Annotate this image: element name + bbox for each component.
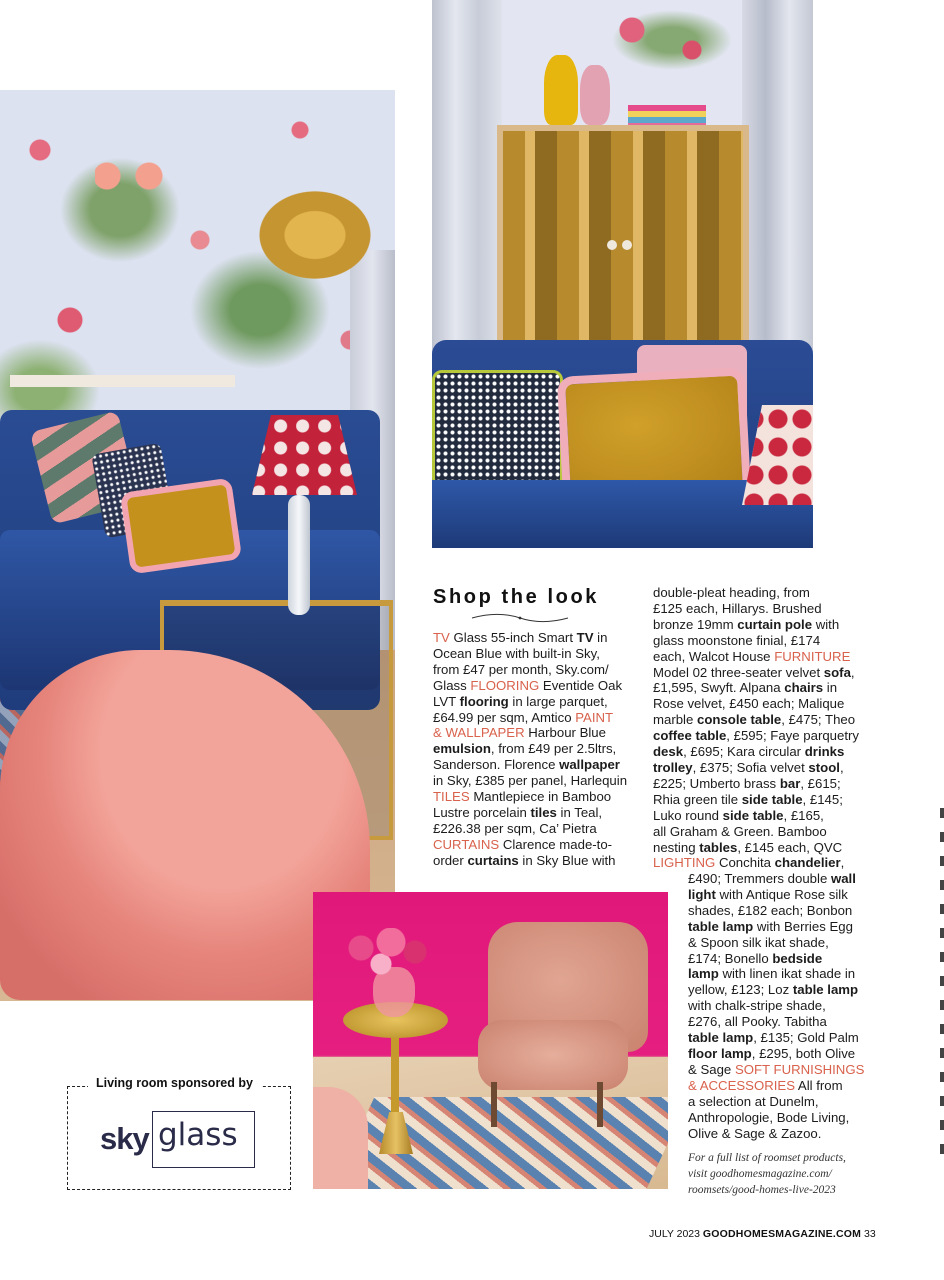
leopard-cushion: [432, 370, 563, 488]
photo-pink-wall-chair: [313, 892, 668, 1189]
text-line: [688, 919, 863, 935]
text-line: [433, 725, 629, 741]
product-list-column-3: [688, 871, 863, 1141]
text-line: [688, 1110, 863, 1126]
text-run: , £165,: [783, 807, 824, 823]
text-run: £225; Umberto brass: [653, 775, 780, 791]
product-keyword: console table: [696, 712, 782, 728]
text-line: [653, 760, 858, 776]
text-line: [653, 712, 858, 728]
text-line: [433, 821, 629, 837]
category-label: TILES: [433, 789, 470, 805]
text-run: Ocean Blue with built-in Sky,: [433, 645, 600, 661]
category-label: FLOORING: [470, 677, 540, 693]
floral-wallpaper: [492, 0, 752, 130]
pink-flowers: [341, 928, 431, 978]
console-table: [10, 375, 235, 387]
text-line: [653, 855, 858, 871]
text-run: nesting: [653, 839, 700, 855]
text-run: in large parquet,: [508, 693, 608, 709]
mustard-cushion: [120, 478, 242, 575]
text-run: & Sage: [688, 1061, 735, 1077]
product-keyword: stool: [808, 759, 840, 775]
product-keyword: lamp: [688, 966, 719, 982]
sponsor-label: Living room sponsored by: [88, 1076, 261, 1090]
product-list-column-2: [653, 585, 858, 871]
full-list-line: roomsets/good-homes-live-2023: [688, 1184, 836, 1196]
text-line: [653, 649, 858, 665]
text-run: , from £49 per 2.5ltrs,: [490, 741, 617, 757]
text-line: [653, 776, 858, 792]
chair-leg: [597, 1082, 603, 1127]
page-footer: [649, 1228, 876, 1240]
product-keyword: tiles: [530, 804, 557, 820]
text-line: [688, 998, 863, 1014]
text-run: in Teal,: [556, 804, 603, 820]
article-title: Shop the look: [433, 586, 600, 608]
text-run: yellow, £123; Loz: [688, 982, 793, 998]
product-keyword: flooring: [459, 693, 509, 709]
sky-logo-wordmark: sky: [100, 1121, 149, 1156]
full-list-line: For a full list of roomset products,: [688, 1152, 846, 1164]
text-line: [433, 646, 629, 662]
text-run: bronze 19mm: [653, 616, 738, 632]
text-run: Clarence made-to-: [499, 836, 613, 852]
photo-living-room-sofa: [0, 90, 395, 1001]
text-line: [653, 617, 858, 633]
text-run: ,: [850, 664, 855, 680]
glass-logo-wordmark: glass: [158, 1117, 238, 1153]
text-run: & Spoon silk ikat shade,: [688, 934, 829, 950]
product-keyword: tables: [699, 839, 738, 855]
text-run: Glass 55-inch Smart: [449, 630, 577, 645]
text-run: Conchita: [715, 855, 775, 871]
text-run: from £47 per month, Sky.com/: [433, 661, 609, 677]
product-keyword: emulsion: [433, 741, 491, 757]
yellow-vase: [544, 55, 578, 125]
product-keyword: sofa: [823, 664, 851, 680]
text-run: a selection at Dunelm,: [688, 1093, 819, 1109]
text-run: , £695; Kara circular: [683, 744, 805, 760]
text-line: [433, 837, 629, 853]
category-label: SOFT FURNISHINGS: [734, 1061, 865, 1077]
text-line: [653, 792, 858, 808]
category-label: FURNITURE: [774, 648, 851, 664]
text-run: , £375; Sofia velvet: [692, 759, 809, 775]
text-line: [653, 601, 858, 617]
product-keyword: side table: [741, 791, 803, 807]
text-run: with Berries Egg: [753, 918, 853, 934]
text-run: Sanderson. Florence: [433, 757, 560, 773]
text-run: with linen ikat shade in: [718, 966, 856, 982]
product-keyword: coffee table: [653, 728, 727, 744]
text-run: £490; Tremmers double: [688, 871, 831, 886]
product-keyword: drinks: [804, 744, 845, 760]
text-run: , £145;: [802, 791, 843, 807]
product-keyword: table lamp: [688, 1030, 754, 1046]
category-label: & ACCESSORIES: [688, 1077, 795, 1093]
text-run: in Sky, £385 per panel, Harlequin: [433, 773, 628, 789]
product-keyword: curtains: [467, 852, 519, 868]
text-run: Glass: [433, 677, 471, 693]
category-label: PAINT: [575, 709, 614, 725]
text-run: all Graham & Green. Bamboo: [653, 823, 827, 839]
text-line: [653, 840, 858, 856]
text-line: [688, 871, 863, 887]
text-run: All from: [795, 1077, 843, 1093]
curtain-right: [742, 0, 813, 360]
text-run: £276, all Pooky. Tabitha: [688, 1014, 827, 1030]
text-line: [653, 824, 858, 840]
text-line: [653, 744, 858, 760]
text-line: [688, 951, 863, 967]
text-line: [653, 633, 858, 649]
curtain-left: [432, 0, 502, 360]
text-run: Lustre porcelain: [433, 804, 531, 820]
text-run: each, Walcot House: [653, 648, 775, 664]
product-keyword: trolley: [653, 759, 693, 775]
text-line: [433, 789, 629, 805]
product-keyword: chairs: [784, 680, 824, 696]
text-line: [433, 757, 629, 773]
text-line: [433, 710, 629, 726]
page-edge-marks: [940, 808, 944, 1168]
text-run: Model 02 three-seater velvet: [653, 664, 824, 680]
text-run: with: [812, 616, 840, 632]
lamp-base: [288, 495, 310, 615]
page-number: 33: [864, 1228, 876, 1240]
product-keyword: curtain pole: [737, 616, 813, 632]
text-run: Rhia green tile: [653, 791, 742, 807]
photo-cabinet-and-sofa: [432, 0, 813, 548]
velvet-chair-seat: [478, 1020, 628, 1090]
cabinet-knob: [622, 240, 632, 250]
text-run: with Antique Rose silk: [715, 886, 848, 902]
text-line: [653, 728, 858, 744]
text-run: £125 each, Hillarys. Brushed: [653, 600, 822, 616]
text-run: £226.38 per sqm, Ca’ Pietra: [433, 820, 597, 836]
category-label: & WALLPAPER: [433, 725, 525, 741]
text-line: [688, 1062, 863, 1078]
text-line: [688, 1046, 863, 1062]
product-keyword: side table: [722, 807, 784, 823]
cabinet-knob: [607, 240, 617, 250]
product-keyword: floor lamp: [688, 1045, 752, 1061]
text-run: in Sky Blue with: [518, 852, 616, 868]
full-list-note: [688, 1150, 863, 1198]
text-run: ,: [839, 759, 844, 775]
text-run: Luko round: [653, 807, 723, 823]
product-keyword: wall: [830, 871, 856, 886]
text-line: [433, 662, 629, 678]
text-run: with chalk-stripe shade,: [688, 998, 826, 1014]
text-line: [688, 1126, 863, 1142]
issue-date: JULY 2023: [649, 1228, 700, 1240]
text-line: [433, 773, 629, 789]
text-run: , £475; Theo: [781, 712, 856, 728]
text-line: [688, 966, 863, 982]
text-run: glass moonstone finial, £174: [653, 632, 821, 648]
product-keyword: bar: [779, 775, 801, 791]
product-keyword: wallpaper: [559, 757, 620, 773]
product-keyword: desk: [653, 744, 684, 760]
text-run: £174; Bonello: [688, 950, 773, 966]
text-run: shades, £182 each; Bonbon: [688, 902, 853, 918]
product-list-column-1: [433, 630, 629, 869]
text-run: Mantlepiece in Bamboo: [469, 789, 612, 805]
website: GOODHOMESMAGAZINE.COM: [702, 1228, 862, 1240]
text-line: [433, 741, 629, 757]
text-line: [688, 887, 863, 903]
text-line: [688, 903, 863, 919]
text-line: [688, 1094, 863, 1110]
text-run: Olive & Sage & Zazoo.: [688, 1125, 822, 1141]
text-run: in: [593, 630, 608, 645]
text-run: , £295, both Olive: [751, 1045, 856, 1061]
text-run: , £615;: [800, 775, 841, 791]
pink-vase: [580, 65, 610, 125]
text-run: Rose velvet, £450 each; Malique: [653, 696, 845, 712]
text-run: order: [433, 852, 468, 868]
wall-light: [95, 160, 163, 192]
text-line: [433, 805, 629, 821]
pink-chair-edge: [313, 1087, 368, 1189]
text-line: [653, 665, 858, 681]
product-keyword: TV: [576, 630, 594, 645]
text-line: [688, 1030, 863, 1046]
book-stack: [628, 105, 706, 127]
text-run: £1,595, Swyft. Alpana: [653, 680, 785, 696]
product-keyword: bedside: [772, 950, 823, 966]
text-line: [688, 1014, 863, 1030]
text-run: Anthropologie, Bode Living,: [688, 1109, 850, 1125]
full-list-line: visit goodhomesmagazine.com/: [688, 1168, 832, 1180]
text-run: £64.99 per sqm, Amtico: [433, 709, 576, 725]
text-line: [653, 808, 858, 824]
category-label: TV: [433, 630, 450, 645]
text-line: [433, 853, 629, 869]
product-keyword: table lamp: [792, 982, 859, 998]
product-keyword: chandelier: [774, 855, 841, 871]
text-run: , £145 each, QVC: [737, 839, 843, 855]
text-line: [433, 630, 629, 646]
text-run: Eventide Oak: [539, 677, 623, 693]
category-label: LIGHTING: [653, 855, 716, 871]
text-line: [688, 1078, 863, 1094]
text-line: [433, 678, 629, 694]
text-run: double-pleat heading, from: [653, 585, 810, 600]
text-line: [653, 680, 858, 696]
text-run: LVT: [433, 693, 460, 709]
text-line: [653, 585, 858, 601]
text-run: in: [823, 680, 838, 696]
category-label: CURTAINS: [433, 836, 500, 852]
product-keyword: table lamp: [688, 918, 754, 934]
text-line: [688, 935, 863, 951]
text-run: Harbour Blue: [524, 725, 606, 741]
text-run: , £135; Gold Palm: [753, 1030, 859, 1046]
chair-leg: [491, 1082, 497, 1127]
gold-palm-floor-lamp: [245, 180, 385, 290]
text-line: [653, 696, 858, 712]
text-line: [433, 694, 629, 710]
text-run: , £595; Faye parquetry: [726, 728, 859, 744]
text-run: marble: [653, 712, 697, 728]
product-keyword: light: [688, 886, 716, 902]
decorative-swash-icon: [470, 611, 570, 625]
text-line: [688, 982, 863, 998]
text-run: ,: [840, 855, 845, 871]
